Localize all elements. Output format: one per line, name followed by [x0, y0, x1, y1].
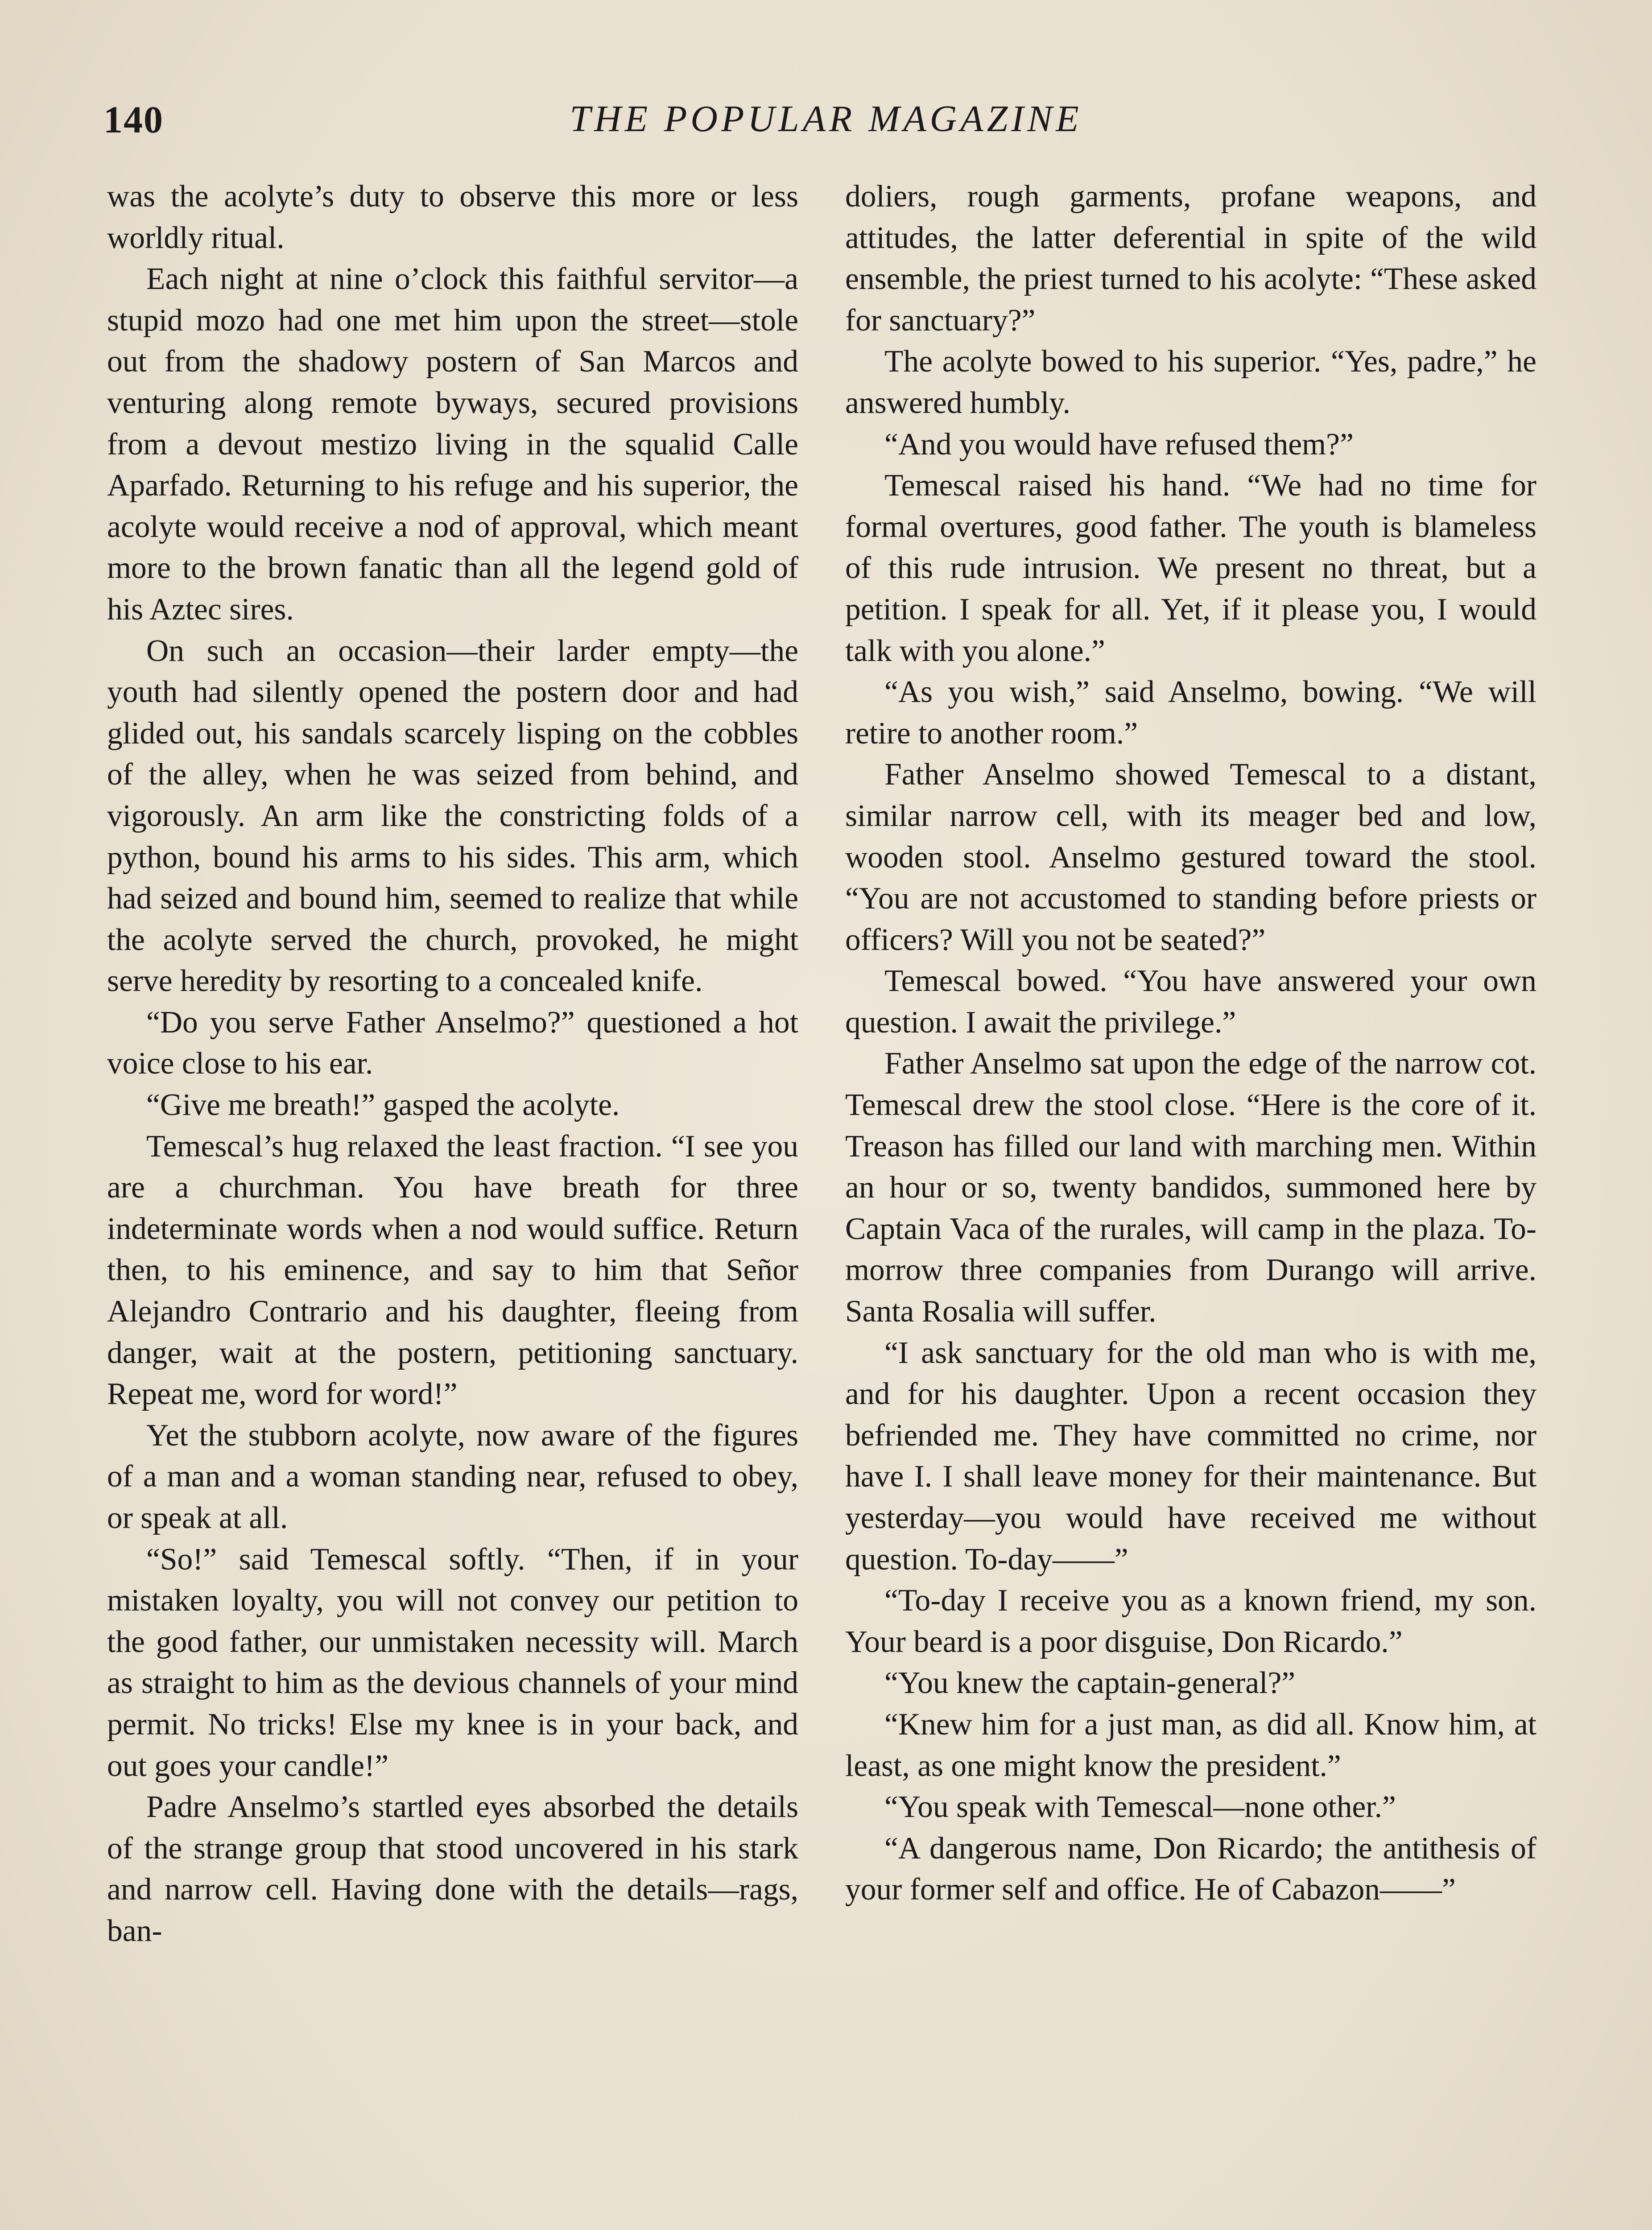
paragraph: Each night at nine o’clock this faithful servitor—a stupid mozo had one met him upon the street—stole out from the shadowy postern of San Marcos and venturing along remote byways, secured provisions from a devout mestizo living in the squalid Calle Aparfado. Returning to his refuge and his superior, the acolyte would receive a nod of approval, which meant more to the brown fanatic than all the legend gold of his Aztec sires. [107, 262, 798, 627]
paragraph: was the acolyte’s duty to observe this more or less worldly ritual. [107, 179, 798, 255]
paragraph: “You speak with Temescal—none other.” [884, 1790, 1396, 1825]
paragraph: “Do you serve Father Anselmo?” questioned a hot voice close to his ear. [107, 1005, 798, 1081]
paragraph: Temescal raised his hand. “We had no time for formal overtures, good father. The youth is blameless of this rude intrusion. We present no threat, but a petition. I speak for all. Yet, if it please you, I would talk with you alone.” [845, 468, 1536, 668]
paragraph: Yet the stubborn acolyte, now aware of the figures of a man and a woman standing near, refused to obey, or speak at all. [107, 1418, 798, 1535]
paragraph: “And you would have refused them?” [884, 427, 1354, 462]
text-column-left [107, 176, 798, 2230]
paragraph: Padre Anselmo’s startled eyes absorbed the details of the strange group that stood uncovered in his stark and narrow cell. Having done with the details—rags, ban- [107, 1790, 798, 1948]
paragraph: “Knew him for a just man, as did all. Know him, at least, as one might know the president.” [845, 1707, 1536, 1783]
paragraph: doliers, rough garments, profane weapons, and attitudes, the latter deferential in spite of the wild ensemble, the priest turned to his acolyte: “These asked for sanctuary?” [845, 179, 1536, 338]
paragraph: On such an occasion—their larder empty—the youth had silently opened the postern door and had glided out, his sandals scarcely lisping on the cobbles of the alley, when he was seized from behind, and vigorously. An arm like the constricting folds of a python, bound his arms to his sides. This arm, which had seized and bound him, seemed to realize that while the acolyte served the church, provoked, he might serve heredity by resorting to a concealed knife. [107, 633, 798, 999]
running-head-title: THE POPULAR MAGAZINE [570, 98, 1082, 140]
paragraph: “You knew the captain-general?” [884, 1666, 1296, 1701]
paragraph: “I ask sanctuary for the old man who is with me, and for his daughter. Upon a recent occasion they befriended me. They have committed no crime, nor have I. I shall leave money for their maintenance. But yesterday—you would have received me without question. To-day——” [845, 1335, 1536, 1577]
paragraph: “Give me breath!” gasped the acolyte. [146, 1088, 620, 1123]
paragraph: “As you wish,” said Anselmo, bowing. “We will retire to another room.” [845, 675, 1536, 751]
paragraph: Temescal’s hug relaxed the least fraction. “I see you are a churchman. You have breath for three indeterminate words when a nod would suffice. Return then, to his eminence, and say to him that Señor Alejandro Contrario and his daughter, fleeing from danger, wait at the postern, petitioning sanctuary. Repeat me, word for word!” [107, 1129, 798, 1412]
paragraph: Father Anselmo sat upon the edge of the narrow cot. Temescal drew the stool close. “Here is the core of it. Treason has filled our land with marching men. Within an hour or so, twenty bandidos, summoned here by Captain Vaca of the rurales, will camp in the plaza. To-morrow three companies from Durango will arrive. Santa Rosalia will suffer. [845, 1046, 1536, 1329]
paragraph: Temescal bowed. “You have answered your own question. I await the privilege.” [845, 964, 1536, 1040]
paragraph: “So!” said Temescal softly. “Then, if in your mistaken loyalty, you will not convey our petition to the good father, our unmistaken necessity will. March as straight to him as the devious channels of your mind permit. No tricks! Else my knee is in your back, and out goes your candle!” [107, 1542, 798, 1783]
page-number: 140 [103, 98, 164, 141]
paragraph: “A dangerous name, Don Ricardo; the antithesis of your former self and office. He of Cabazon——” [845, 1831, 1536, 1907]
paragraph: The acolyte bowed to his superior. “Yes, padre,” he answered humbly. [845, 344, 1536, 420]
text-column-right [845, 176, 1536, 2230]
paragraph: Father Anselmo showed Temescal to a distant, similar narrow cell, with its meager bed and low, wooden stool. Anselmo gestured toward the stool. “You are not accustomed to standing before priests or officers? Will you not be seated?” [845, 757, 1536, 957]
paragraph: “To-day I receive you as a known friend, my son. Your beard is a poor disguise, Don Ricardo.” [845, 1583, 1536, 1659]
page-header [103, 97, 1549, 146]
